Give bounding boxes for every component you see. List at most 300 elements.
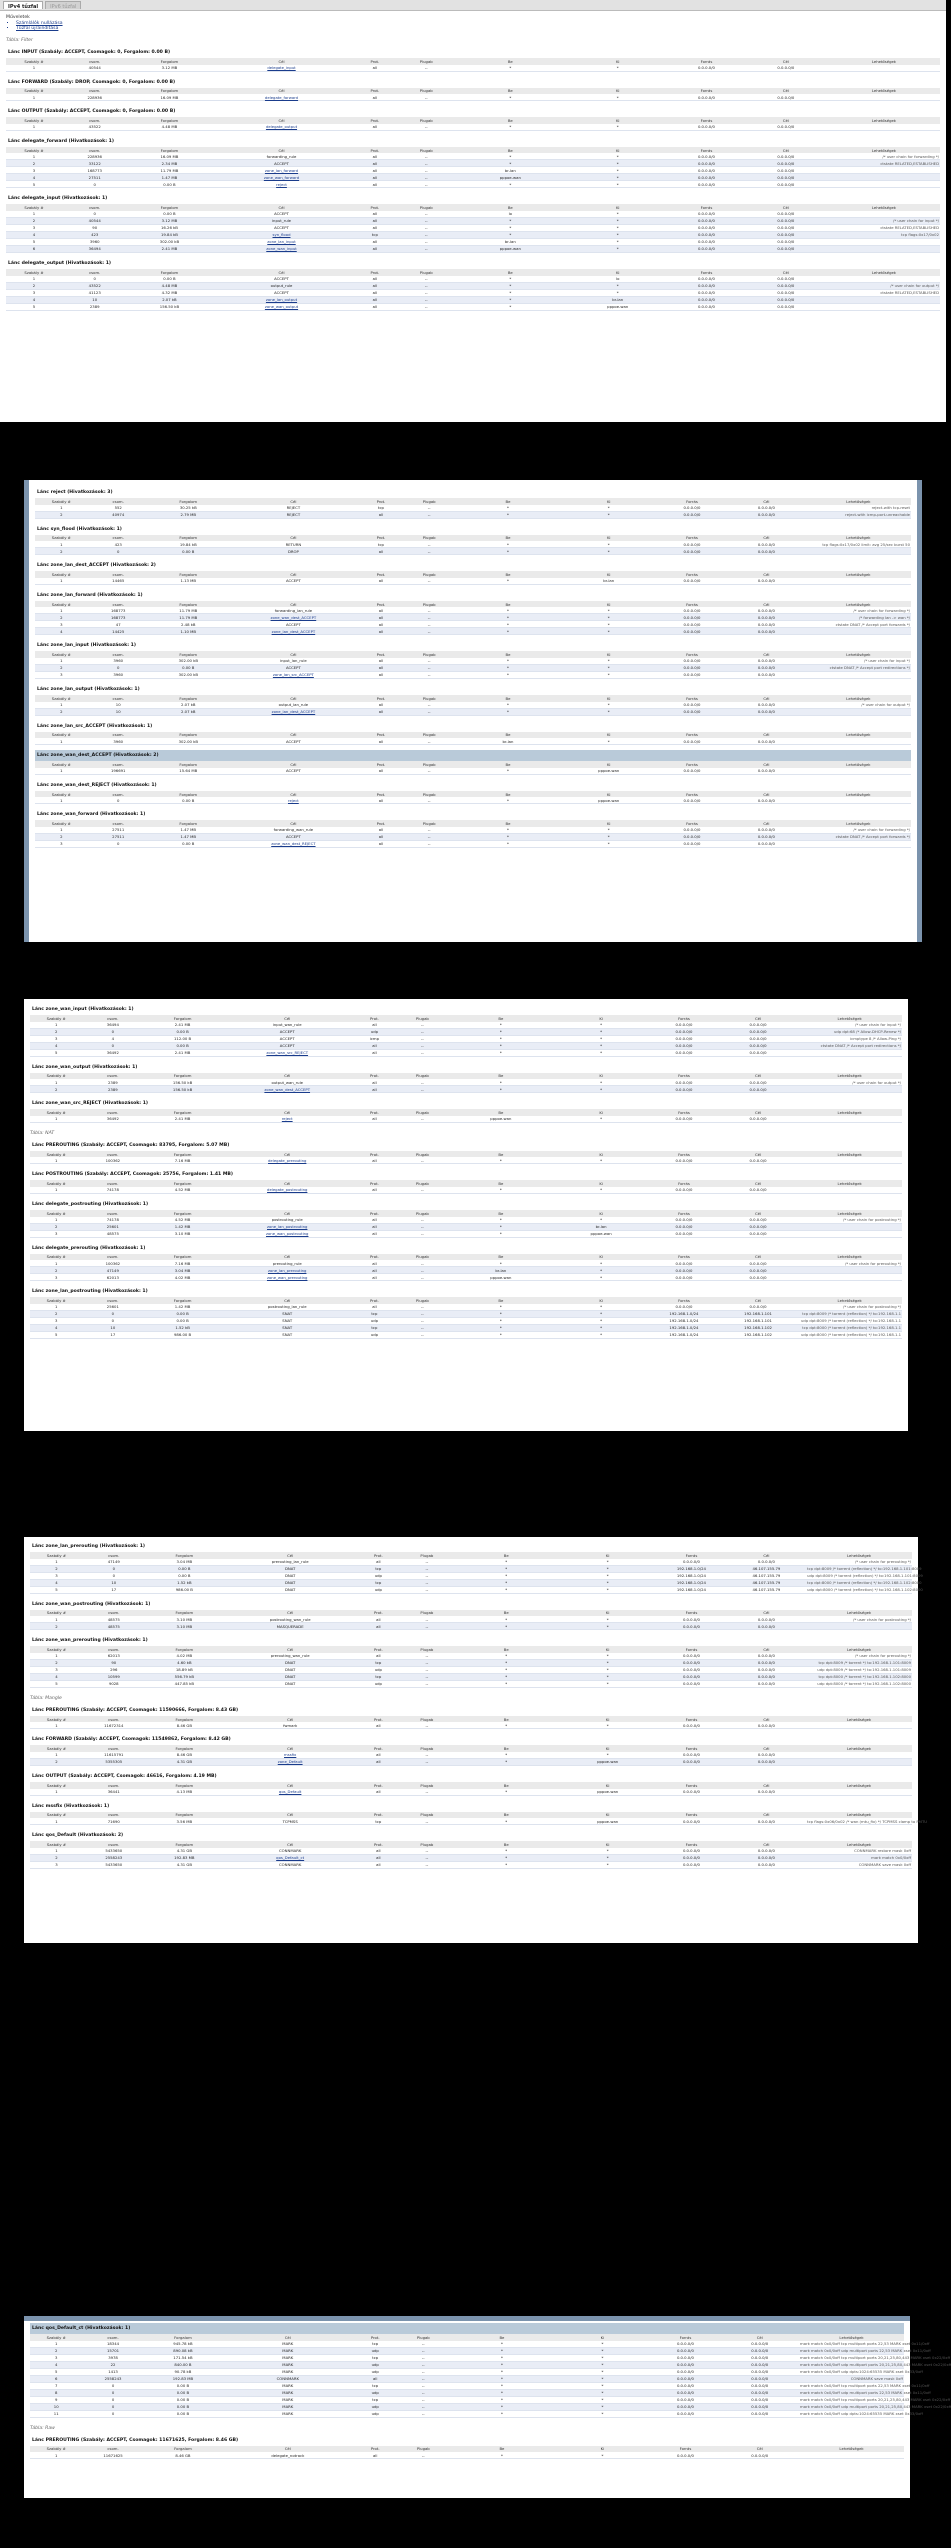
table-cell: * — [553, 1042, 649, 1049]
table-cell: -- — [400, 1861, 453, 1868]
table-cell: input_lan_rule — [228, 658, 359, 665]
table-cell — [806, 768, 911, 775]
table-cell: -- — [400, 1653, 453, 1660]
chain-link[interactable]: zone_wan_postrouting — [222, 1230, 353, 1237]
table-cell: 2 — [30, 1659, 83, 1666]
chain-link[interactable]: delegate_prerouting — [222, 1157, 353, 1164]
chain-link[interactable]: zone_lan_dest_ACCEPT — [228, 628, 359, 635]
column-header: Forrás — [669, 58, 744, 65]
table-cell: 16.26 kB — [127, 224, 211, 231]
table-cell: ACCEPT — [228, 738, 359, 745]
table-cell: * — [455, 607, 560, 614]
table-cell: 0.0.0.0/0 — [649, 1274, 719, 1281]
table-cell: 1 — [35, 797, 88, 804]
chain-title: Lánc zone_wan_dest_ACCEPT (Hivatkozások: 2) — [35, 750, 911, 761]
chain-section — [35, 487, 911, 519]
table-cell: 1 — [30, 1022, 82, 1029]
table-cell: * — [449, 1022, 554, 1029]
table-cell: all — [353, 1157, 397, 1164]
column-header: Prot. — [353, 1015, 397, 1022]
column-header: Lehetőségek — [828, 58, 940, 65]
chain-title: Lánc zone_lan_dest_ACCEPT (Hivatkozások: 2) — [37, 563, 156, 569]
table-header-row — [30, 1073, 902, 1080]
table-cell: 36494 — [62, 245, 127, 252]
table-cell: 17 — [82, 1331, 143, 1338]
table-cell: * — [449, 2410, 554, 2417]
column-header: csom. — [88, 791, 149, 798]
chain-title: Lánc PREROUTING (Szabály: ACCEPT, Csomagok: 11671625, Forgalom: 8.46 GB) — [32, 2437, 239, 2443]
table-cell: 11671625 — [82, 2452, 143, 2459]
table-cell: udp dpt:8009 /* torrent (reflection) */ to:192.168.1.101:8009 — [807, 1573, 923, 1579]
chain-title: Lánc zone_wan_dest_REJECT (Hivatkozások: 1) — [37, 782, 157, 788]
table-cell: 0.0.0.0/0 — [669, 238, 744, 245]
table-header-row — [35, 571, 911, 578]
table-cell: CONNMARK — [224, 1861, 356, 1868]
table-cell: 0.0.0.0/0 — [727, 840, 806, 847]
column-header: Be — [453, 1646, 559, 1653]
chain-title: Lánc zone_lan_input (Hivatkozások: 1) — [37, 643, 136, 649]
table-cell: 0.0.0.0/0 — [649, 1042, 719, 1049]
column-header: csom. — [83, 1745, 145, 1752]
table-cell: 3 — [6, 224, 62, 231]
table-header-row — [35, 651, 911, 658]
table-row — [30, 2368, 904, 2375]
column-header: Cél — [719, 1151, 797, 1158]
chain-link[interactable]: zone_lan_postrouting — [222, 1223, 353, 1230]
column-header: csom. — [62, 147, 127, 154]
table-cell: 10 — [30, 2403, 82, 2410]
table-cell: ctstate DNAT /* Accept port forwards */ — [806, 833, 911, 840]
column-header: Plugab — [397, 2446, 449, 2453]
column-header: Prot. — [356, 1610, 400, 1617]
table-cell: * — [561, 548, 657, 555]
table-cell: 7 — [30, 2382, 82, 2389]
table-cell: * — [553, 1035, 649, 1042]
tab-ipv4-firewall[interactable]: IPv4 tűzfal — [3, 1, 43, 9]
table-cell: * — [449, 2396, 554, 2403]
table-cell: 3.10 MB — [145, 1616, 224, 1623]
column-header: Prot. — [352, 117, 399, 124]
table-cell — [828, 181, 940, 188]
column-header: Be — [453, 1812, 559, 1819]
table-cell: 2 — [30, 1223, 82, 1230]
chain-link[interactable]: zone_lan_src_ACCEPT — [228, 671, 359, 678]
table-cell: 2 — [30, 1028, 82, 1035]
column-header: Lehetőségek — [806, 820, 911, 827]
table-row — [30, 2347, 904, 2354]
table-cell: * — [449, 1324, 554, 1331]
chain-link[interactable]: zone_lan_forward — [211, 167, 351, 174]
column-header: Ki — [561, 601, 657, 608]
column-header: Forrás — [649, 1073, 719, 1080]
table-header-row — [35, 535, 911, 542]
column-header: csom. — [82, 1151, 143, 1158]
column-header: Forrás — [656, 1782, 727, 1789]
table-cell: 3 — [6, 167, 62, 174]
table-cell: -- — [398, 94, 454, 101]
table-row — [30, 2410, 904, 2417]
column-header: Ki — [554, 2334, 650, 2341]
table-cell: udp — [353, 1028, 397, 1035]
table-cell: 0.0.0.0/0 — [744, 160, 828, 167]
table-cell: /* user chain for output */ — [828, 282, 940, 289]
tab-ipv6-firewall[interactable]: IPv6 tűzfal — [45, 1, 81, 9]
table-cell: * — [553, 1260, 649, 1267]
table-cell: * — [449, 1230, 554, 1237]
column-header: Be — [455, 535, 560, 542]
table-cell: * — [566, 153, 669, 160]
column-header: Forrás — [657, 732, 727, 739]
column-header: Cél — [228, 498, 359, 505]
table-cell: 1 — [35, 541, 88, 548]
column-header: Szabály # — [30, 1180, 82, 1187]
table-cell: 0.0.0.0/0 — [657, 578, 727, 585]
table-cell: 7.16 MB — [143, 1157, 221, 1164]
table-cell: -- — [400, 1579, 453, 1586]
column-header: Forgalom — [127, 147, 211, 154]
rules-table — [6, 147, 940, 189]
table-cell: -- — [398, 65, 454, 72]
table-cell: 0.0.0.0/0 — [727, 1722, 806, 1729]
table-cell: 192.168.1.0/24 — [649, 1310, 719, 1317]
column-header: Cél — [228, 601, 359, 608]
table-cell: 0.0.0.0/0 — [720, 2403, 799, 2410]
table-row — [30, 2396, 904, 2403]
table-cell: 4 — [30, 1042, 82, 1049]
table-cell: tcp — [356, 1565, 400, 1572]
table-cell: * — [455, 827, 560, 834]
table-cell: -- — [396, 1028, 448, 1035]
chain-link[interactable]: zone_lan_prerouting — [222, 1267, 353, 1274]
column-header: Szabály # — [6, 88, 62, 95]
table-cell — [797, 1223, 902, 1230]
table-cell: 228936 — [62, 153, 127, 160]
table-cell: 0.0.0.0/0 — [744, 289, 828, 296]
table-cell: tcp — [353, 2382, 397, 2389]
chain-section — [30, 1771, 912, 1796]
table-cell: 0.0.0.0/0 — [727, 548, 806, 555]
table-cell: pppoe-wan — [566, 303, 669, 310]
table-cell: -- — [397, 2396, 449, 2403]
table-cell: * — [449, 2452, 554, 2459]
table-cell: all — [353, 1274, 397, 1281]
column-header: Cél — [222, 1073, 353, 1080]
table-cell: /* user chain for prerouting */ — [806, 1559, 912, 1566]
column-header: Szabály # — [30, 1745, 83, 1752]
table-cell: 192.168.1.0/24 — [656, 1586, 727, 1593]
column-header: Cél — [222, 1180, 353, 1187]
table-cell: all — [353, 1217, 397, 1224]
table-cell: DROP — [228, 548, 359, 555]
column-header: Forrás — [657, 651, 727, 658]
column-header: csom. — [62, 269, 127, 276]
table-cell: 1.52 kB — [145, 1579, 224, 1586]
column-header: Forrás — [657, 535, 727, 542]
restart-firewall-link[interactable]: ▪ Tűzfal újraindítása — [16, 26, 940, 31]
column-header: Be — [453, 1610, 559, 1617]
table-cell: * — [455, 833, 560, 840]
table-cell: MARK — [222, 2382, 353, 2389]
chain-link[interactable]: zone_Default — [224, 1758, 356, 1765]
table-cell: -- — [398, 181, 454, 188]
rules-table — [35, 601, 911, 636]
table-cell: 0.0.0.0/0 — [669, 160, 744, 167]
column-header: Lehetőségek — [799, 2446, 904, 2453]
table-cell: 296 — [83, 1666, 145, 1673]
table-cell: all — [353, 1230, 397, 1237]
table-cell: 4 — [30, 1579, 83, 1586]
table-cell: 986.00 B — [145, 1586, 224, 1593]
chain-title: Lánc delegate_output (Hivatkozások: 1) — [8, 260, 112, 266]
column-header: Lehetőségek — [797, 1180, 902, 1187]
table-header-row — [30, 1841, 912, 1848]
table-cell: 302.00 kB — [149, 658, 228, 665]
table-cell: -- — [403, 621, 456, 628]
column-header: csom. — [88, 732, 149, 739]
column-header: Ki — [553, 1073, 649, 1080]
table-cell: 43522 — [62, 124, 127, 131]
chain-link[interactable]: reject — [211, 181, 351, 188]
column-header: Szabály # — [35, 732, 88, 739]
table-cell: * — [566, 238, 669, 245]
table-row — [30, 1861, 912, 1868]
reset-counters-link[interactable]: ▪ Számlálók nullázása — [16, 21, 940, 26]
table-cell: 0.0.0.0/0 — [657, 840, 727, 847]
table-title: Tábla: NAT — [30, 1130, 55, 1136]
chain-link[interactable]: zone_wan_input — [211, 245, 351, 252]
chain-link[interactable]: qos_Default — [224, 1789, 356, 1796]
column-header: Lehetőségek — [828, 204, 940, 211]
column-header: Prot. — [359, 791, 403, 798]
chain-link[interactable]: zone_lan_input — [211, 238, 351, 245]
table-cell: udp dpt:8000 /* torrent (reflection) */ to:192.168.1.1 — [797, 1331, 902, 1338]
table-cell: 156.50 kB — [143, 1086, 221, 1093]
table-cell: 192.168.1.101 — [719, 1317, 797, 1324]
table-cell: 171.54 kB — [144, 2354, 223, 2361]
chain-title: Lánc zone_wan_output (Hivatkozások: 1) — [32, 1064, 138, 1070]
table-cell: output_wan_rule — [222, 1079, 353, 1086]
column-header: Lehetőségek — [828, 269, 940, 276]
column-header: Forrás — [669, 117, 744, 124]
table-cell: all — [356, 1752, 400, 1759]
table-cell: 156.50 kB — [127, 303, 211, 310]
table-cell: 14425 — [88, 628, 149, 635]
table-cell: * — [553, 1079, 649, 1086]
table-cell: SNAT — [222, 1331, 353, 1338]
column-header: Ki — [561, 571, 657, 578]
chain-link[interactable]: delegate_output — [211, 124, 351, 131]
column-header: Plugab — [403, 820, 456, 827]
table-cell — [806, 628, 911, 635]
table-cell: 2.07 kB — [127, 296, 211, 303]
column-header: Prot. — [359, 651, 403, 658]
table-cell: 2 — [30, 1623, 83, 1630]
column-header: Be — [454, 58, 566, 65]
chain-title: Lánc delegate_postrouting (Hivatkozások: 1) — [32, 1201, 149, 1207]
column-header: csom. — [88, 498, 149, 505]
table-cell: * — [455, 578, 560, 585]
table-cell: * — [554, 2403, 650, 2410]
table-cell: 27511 — [88, 827, 149, 834]
chain-link[interactable]: reject — [228, 797, 359, 804]
table-cell: -- — [397, 2354, 449, 2361]
table-cell: * — [454, 217, 566, 224]
table-cell: * — [554, 2368, 650, 2375]
column-header: Plugab — [400, 1745, 453, 1752]
table-cell: -- — [400, 1565, 453, 1572]
table-header-row — [6, 58, 940, 65]
table-cell: * — [455, 658, 560, 665]
table-header-row — [35, 761, 911, 768]
chain-link[interactable]: zone_wan_prerouting — [222, 1274, 353, 1281]
table-cell: -- — [400, 1854, 453, 1861]
rules-table — [30, 1210, 902, 1238]
table-cell: SNAT — [222, 1324, 353, 1331]
table-cell: 6 — [30, 2375, 82, 2382]
column-header: csom. — [82, 2334, 143, 2341]
table-cell: 4.02 MB — [145, 1653, 224, 1660]
table-cell: 0.0.0.0/0 — [649, 1157, 719, 1164]
table-cell: SNAT — [222, 1317, 353, 1324]
chain-link[interactable]: zone_wan_dest_ACCEPT — [222, 1086, 353, 1093]
table-cell: * — [559, 1722, 656, 1729]
table-cell: 552 — [88, 505, 149, 512]
table-cell: 16.09 MB — [127, 153, 211, 160]
chain-link[interactable]: zone_wan_dest_ACCEPT — [228, 614, 359, 621]
table-cell: 4.13 MB — [145, 1789, 224, 1796]
table-cell — [797, 1230, 902, 1237]
table-cell: 3 — [30, 1666, 83, 1673]
table-cell: 2 — [6, 282, 62, 289]
chain-link[interactable]: syn_flood — [211, 231, 351, 238]
table-cell: 423 — [88, 541, 149, 548]
chain-link[interactable]: delegate_forward — [211, 94, 351, 101]
column-header: Cél — [222, 1210, 353, 1217]
table-cell: -- — [396, 1317, 448, 1324]
table-cell: lo — [454, 211, 566, 218]
column-header: Ki — [553, 1180, 649, 1187]
table-cell: ACCEPT — [228, 621, 359, 628]
table-cell: -- — [403, 511, 456, 518]
table-cell: mark match 0x0/0xff udp dpts:1024:65535 MARK xset 0x33/0xff — [800, 2411, 923, 2417]
column-header: Szabály # — [30, 1297, 82, 1304]
table-cell: icmp — [353, 1035, 397, 1042]
table-cell: 192.83 MB — [145, 1854, 224, 1861]
column-header: Ki — [559, 1646, 656, 1653]
table-cell: tcp — [356, 1818, 400, 1825]
table-cell: all — [356, 1789, 400, 1796]
chain-link[interactable]: zone_wan_output — [211, 303, 351, 310]
chain-link[interactable]: zone_lan_dest_ACCEPT — [228, 708, 359, 715]
table-cell: all — [353, 1260, 397, 1267]
table-cell: -- — [400, 1659, 453, 1666]
table-cell: 4 — [6, 231, 62, 238]
table-cell: 1.52 kB — [143, 1324, 221, 1331]
table-cell: * — [553, 1267, 649, 1274]
table-cell: 5 — [6, 181, 62, 188]
column-header: Szabály # — [35, 535, 88, 542]
chain-section — [35, 750, 911, 775]
column-header: Forgalom — [143, 1073, 221, 1080]
table-cell: * — [561, 671, 657, 678]
table-cell: udp dpt:8009 /* torrent */ to:192.168.1.101:8009 — [806, 1666, 912, 1673]
table-cell: all — [359, 671, 403, 678]
table-cell: 1413 — [82, 2368, 143, 2375]
table-cell: 5 — [30, 2368, 82, 2375]
column-header: Forgalom — [149, 601, 228, 608]
table-cell: mark match 0x0/0xff tcp multiport ports 20,21,25,80,443 MARK xset 0x22/0xff — [800, 2355, 951, 2361]
table-cell: all — [359, 827, 403, 834]
column-header: Cél — [727, 820, 806, 827]
table-cell: udp — [353, 2389, 397, 2396]
table-cell: all — [352, 289, 399, 296]
panel-content — [24, 2321, 951, 2459]
table-cell: 0.0.0.0/0 — [727, 614, 806, 621]
table-row — [6, 238, 940, 245]
table-cell — [806, 738, 911, 745]
table-cell: 5 — [30, 1586, 83, 1593]
table-cell: /* user chain for prerouting */ — [806, 1653, 912, 1660]
chain-link[interactable]: delegate_input — [211, 65, 351, 72]
table-cell: -- — [396, 1049, 448, 1056]
table-cell: * — [566, 181, 669, 188]
table-cell: 0.0.0.0/0 — [657, 833, 727, 840]
table-cell: 0.0.0.0/0 — [720, 2375, 799, 2382]
table-cell: -- — [398, 289, 454, 296]
column-header: csom. — [62, 204, 127, 211]
chain-link[interactable]: reject — [222, 1116, 353, 1123]
column-header: Szabály # — [30, 1552, 83, 1559]
chain-link[interactable]: zone_wan_forward — [211, 174, 351, 181]
chain-title: Lánc qos_Default_ct (Hivatkozások: 1) — [30, 2323, 904, 2334]
table-cell: 0.0.0.0/0 — [727, 1680, 806, 1687]
column-header: Cél — [727, 571, 806, 578]
panel-content — [0, 35, 946, 311]
table-row — [30, 1666, 912, 1673]
rules-table — [35, 791, 911, 805]
screenshot-panel-3 — [24, 999, 908, 1431]
table-cell: 0.0.0.0/0 — [657, 505, 727, 512]
column-header: Ki — [553, 1015, 649, 1022]
table-cell: all — [356, 1848, 400, 1855]
chain-link[interactable]: zone_lan_output — [211, 296, 351, 303]
table-cell: all — [352, 296, 399, 303]
table-cell: icmptype 8 /* Allow-Ping */ — [797, 1035, 902, 1042]
chain-link[interactable]: zone_wan_dest_REJECT — [228, 840, 359, 847]
table-cell: tcp flags:0x17/0x02 limit: avg 25/sec burst 50 — [806, 541, 911, 548]
table-cell: all — [352, 224, 399, 231]
table-cell: 5 — [30, 1331, 82, 1338]
table-cell: * — [449, 1187, 554, 1194]
table-cell: 6 — [6, 245, 62, 252]
column-header: Forgalom — [127, 58, 211, 65]
table-cell: 5 — [6, 303, 62, 310]
table-cell: udp — [353, 1331, 397, 1338]
table-cell: -- — [396, 1230, 448, 1237]
chain-link[interactable]: delegate_postrouting — [222, 1187, 353, 1194]
table-cell: all — [353, 1116, 397, 1123]
table-cell: -- — [396, 1035, 448, 1042]
column-header: Cél — [224, 1716, 356, 1723]
table-cell: 0 — [88, 548, 149, 555]
chain-link[interactable]: zone_wan_src_REJECT — [222, 1049, 353, 1056]
chain-link[interactable]: mssfix — [224, 1752, 356, 1759]
table-cell: 1 — [35, 505, 88, 512]
table-cell: 48575 — [82, 1230, 143, 1237]
chain-link[interactable]: qos_Default_ct — [224, 1854, 356, 1861]
chain-section — [30, 1830, 912, 1869]
column-header: Plugab — [400, 1610, 453, 1617]
